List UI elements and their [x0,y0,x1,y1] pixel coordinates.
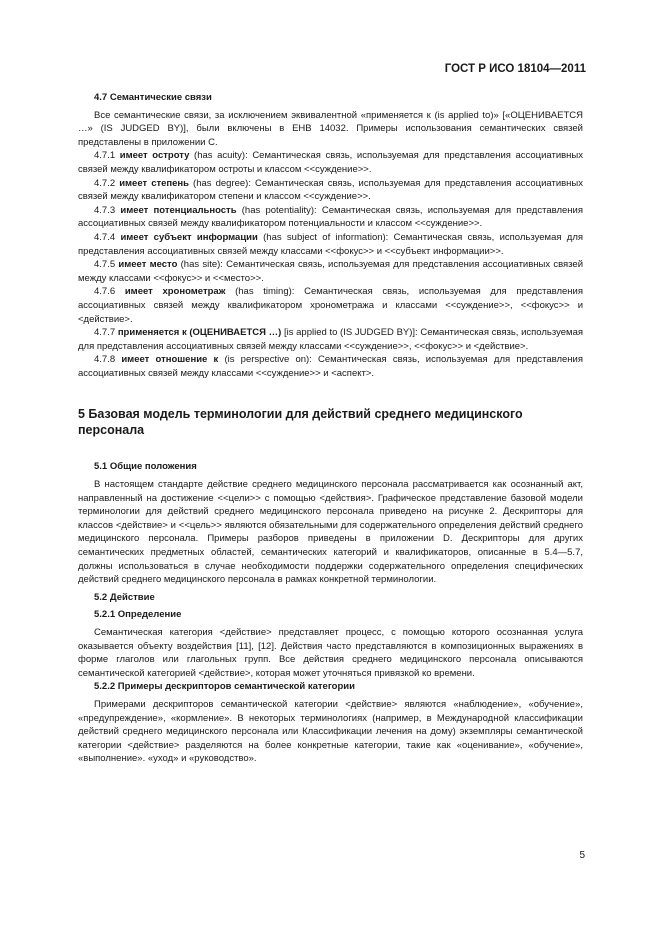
item-number: 4.7.5 [94,259,116,271]
item-text: (has potentiality): Семантическая связь, используемая для представления ассоциативных связей между квалификатором потенциальности и классом <<суждение>>. [78,204,583,230]
item-text: (has timing): Семантическая связь, используемая для представления ассоциативных связей между квалификатором хронометража и классами <<суждение>>, <<фокус>> и <действие>. [78,286,584,325]
item-text: (has site): Семантическая связь, используемая для представления ассоциативных связей между классами <<фокус>> и <<место>>. [78,259,584,284]
item-term: имеет хронометраж [124,286,226,298]
item-text: (is perspective on): Семантическая связь, используемая для представления ассоциативных связей между классами <<суждение>> и <аспект>. [78,354,583,379]
section-4-7-intro: Все семантические связи, за исключением эквивалентной «применяется к (is applied to)» [«ОЦЕНИВАЕТСЯ …» (IS JUDGED BY)], были включены в ЕНВ 14032. Примеры использования семантических связей представлены в приложении С. [78,109,583,148]
item-number: 4.7.1 [94,150,116,162]
section-4-7-heading: 4.7 Семантические связи [94,92,212,103]
relation-item-4-7-4 [78,231,583,258]
section-5-1-heading: 5.1 Общие положения [94,461,197,473]
item-number: 4.7.8 [94,354,116,366]
page-content [78,91,583,766]
item-term: имеет потенциальность [120,204,237,216]
item-text: (has acuity): Семантическая связь, используемая для представления ассоциативных связей между квалификатором остроты и классом <<суждение>>. [78,150,584,175]
item-term: имеет отношение к [121,354,219,366]
relation-item-4-7-1 [78,149,583,176]
relation-item-4-7-7 [78,326,583,353]
section-5-1-text: В настоящем стандарте действие среднего медицинского персонала рассматривается как осознанный акт, направленный на достижение <<цели>> с помощью <действия>. Графическое представление базовой модели терминологии для действий среднего медицинского персонала приведено на рисунке 2. Дескрипторы для классов <действие> и <<цель>> являются обязательными для содержательного определения действий среднего медицинского персонала. Примеры разборов приведены в приложении D. Дескрипторы для других семантических предметных областей, семантических категорий и квалификаторов, описанные в 5.4—5.7, должны использоваться в случае необходимости поддержки содержательного определения специфических действий среднего медицинского персонала в рамках конкретной терминологии. [78,479,583,586]
item-text: (has subject of information): Семантическая связь, используемая для представления ассоциативных связей между классами <<фокус>> и <<субъект информации>>. [78,231,584,257]
item-text: (has degree): Семантическая связь, используемая для представления ассоциативных связей между квалификатором степени и классом <<суждение>>. [78,177,583,203]
relation-item-4-7-8 [78,353,583,380]
relation-item-4-7-5 [78,258,583,285]
section-5-2-heading: 5.2 Действие [94,591,155,603]
section-5-2-1-text: Семантическая категория <действие> представляет процесс, с помощью которого осознанная услуга оказывается объекту воздействия [11], [12]. Действия часто представляются в композиционных выражениях в форме глаголов или глагольных групп. Все действия среднего медицинского персонала описываются семантической категорией <действие>, которая может уточняться привязкой ко времени. [78,627,583,679]
relation-item-4-7-6 [78,285,583,326]
item-term: применяется к (ОЦЕНИВАЕТСЯ …) [117,327,282,339]
item-number: 4.7.3 [94,204,116,216]
section-5-2-2-text: Примерами дескрипторов семантической категории <действие> являются «наблюдение», «обучение», «предупреждение», «кормление». В некоторых терминологиях (например, в Международной классификации действий среднего медицинского персонала или Классификации лечения на дому) экземпляры семантической категории <действие> разделяются на более конкретные категории, такие как «оценивание», «обучение», «выполнение». «уход» и «руководство». [78,698,583,765]
item-number: 4.7.2 [94,177,116,189]
item-number: 4.7.6 [94,286,116,298]
page-number: 5 [579,850,585,861]
item-term: имеет остроту [119,150,190,162]
item-number: 4.7.4 [94,231,116,243]
relation-item-4-7-2 [78,177,583,204]
section-5-2-1-heading: 5.2.1 Определение [94,609,182,621]
relation-item-4-7-3 [78,204,583,231]
item-number: 4.7.7 [94,327,116,339]
item-term: имеет место [118,259,178,271]
section-5-2-2-heading: 5.2.2 Примеры дескрипторов семантической категории [94,681,355,693]
item-term: имеет степень [119,177,190,189]
item-term: имеет субъект информации [120,231,258,243]
section-5-heading: 5 Базовая модель терминологии для действий среднего медицинского персонала [78,407,523,438]
standard-designation: ГОСТ Р ИСО 18104—2011 [444,63,586,75]
item-text: [is applied to (IS JUDGED BY)]: Семантическая связь, используемая для представления ассоциативных связей между классами <<суждение>>, <<фокус>> и <действие>. [78,327,583,352]
